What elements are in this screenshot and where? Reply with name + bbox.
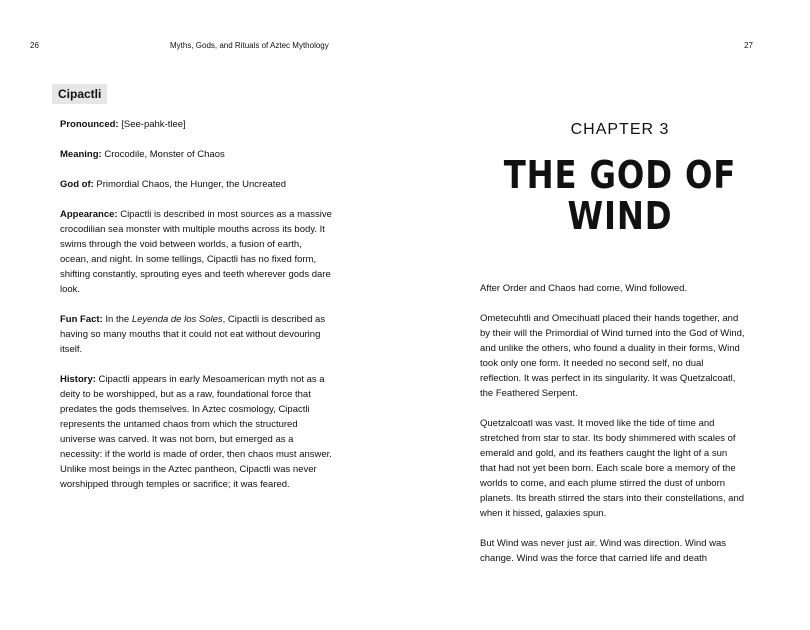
appearance-paragraph — [60, 207, 332, 297]
history-label: History: — [60, 374, 96, 385]
meaning-line — [60, 147, 332, 162]
page-number-left: 26 — [30, 41, 39, 50]
entry-title: Cipactli — [52, 84, 107, 104]
chapter-paragraph-4: But Wind was never just air. Wind was direction. Wind was change. Wind was the force that carried life and death — [480, 538, 727, 564]
chapter-title: THE GOD OF WIND — [503, 153, 737, 238]
pronounced-line — [60, 117, 332, 132]
history-paragraph — [60, 372, 332, 492]
god-of-value: Primordial Chaos, the Hunger, the Uncreated — [93, 179, 286, 190]
meaning-label: Meaning: — [60, 149, 102, 160]
entry-body — [60, 117, 332, 507]
page-number-right: 27 — [744, 41, 753, 50]
fun-fact-text-after: , Cipactli is described as having so many mouths that it could not eat without devouring itself. — [60, 314, 326, 355]
god-of-label: God of: — [60, 179, 94, 190]
chapter-paragraph-3: Quetzalcoatl was vast. It moved like the tide of time and stretched from star to star. Its body shimmered with scales of emerald and gold, and its feathers caught the light of a sun that had not yet been born. Each scale bore a memory of the worlds to come, and each plume stirred the dust of unborn planets. Its breath stirred the stars into their constellations, and when it hissed, galaxies spun. — [480, 418, 745, 519]
chapter-paragraph-1: After Order and Chaos had come, Wind followed. — [480, 283, 687, 294]
pronounced-value: [See-pahk-tlee] — [118, 119, 186, 130]
god-of-line — [60, 177, 332, 192]
fun-fact-text-before: In the — [102, 314, 132, 325]
pronounced-label: Pronounced: — [60, 119, 119, 130]
appearance-text: Cipactli is described in most sources as a massive crocodilian sea monster with multiple mouths across its body. It swims through the void between worlds, a fusion of earth, ocean, and night. In some tellings, Cipactli has no fixed form, shifting constantly, sprouting eyes and teeth wherever gods dare look. — [60, 209, 332, 295]
history-text: Cipactli appears in early Mesoamerican myth not as a deity to be worshipped, but as a raw, foundational force that predates the gods themselves. In Aztec cosmology, Cipactli represents the untamed chaos from which the structured universe was carved. It was not born, but emerged as a necessity: if the world is made of order, then chaos must answer. Unlike most beings in the Aztec pantheon, Cipactli was never worshipped through temples or sacrifice; it was feared. — [60, 374, 332, 490]
chapter-paragraph-2: Ometecuhtli and Omecihuatl placed their hands together, and by their will the Primordial of Wind turned into the God of Wind, and unlike the others, who found a duality in their forms, Wind took only one form. It needed no second self, no dual reflection. It was perfect in its singularity. It was Quetzalcoatl, the Feathered Serpent. — [480, 313, 745, 399]
chapter-body — [480, 281, 745, 581]
fun-fact-paragraph — [60, 312, 332, 357]
running-head: Myths, Gods, and Rituals of Aztec Mythology — [170, 41, 329, 50]
fun-fact-source-title: Leyenda de los Soles — [131, 314, 223, 325]
chapter-label: CHAPTER 3 — [570, 121, 670, 138]
appearance-label: Appearance: — [60, 209, 118, 220]
meaning-value: Crocodile, Monster of Chaos — [101, 149, 225, 160]
fun-fact-label: Fun Fact: — [60, 314, 103, 325]
